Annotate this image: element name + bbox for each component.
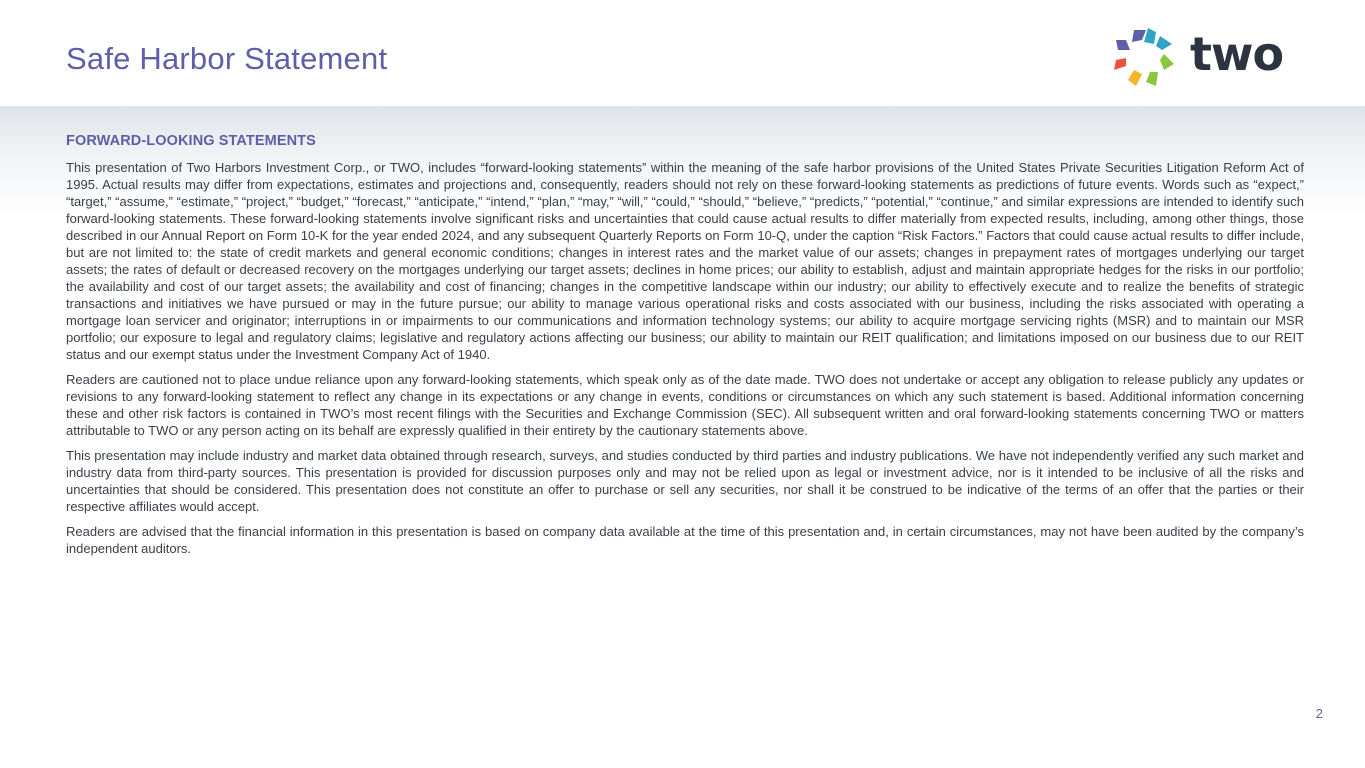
page-number: 2 (1315, 706, 1323, 721)
paragraph-forward-looking: This presentation of Two Harbors Investment Corp., or TWO, includes “forward-looking statements” within the meaning of the safe harbor provisions of the United States Private Securities Litigation Reform Act of 1995. Actual results may differ from expectations, estimates and projections and, consequently, readers should not rely on these forward-looking statements as predictions of future events. Words such as “expect,” “target,” “assume,” “estimate,” “project,” “budget,” “forecast,” “anticipate,” “intend,” “plan,” “may,” “will,” “could,” “should,” “believe,” “predicts,” “potential,” “continue,” and similar expressions are intended to identify such forward-looking statements. These forward-looking statements involve significant risks and uncertainties that could cause actual results to differ materially from expected results, including, among other things, those described in our Annual Report on Form 10-K for the year ended 2024, and any subsequent Quarterly Reports on Form 10-Q, under the caption “Risk Factors.” Factors that could cause actual results to differ include, but are not limited to: the state of credit markets and general economic conditions; changes in interest rates and the market value of our assets; changes in prepayment rates of mortgages underlying our target assets; the rates of default or decreased recovery on the mortgages underlying our target assets; declines in home prices; our ability to establish, adjust and maintain appropriate hedges for the risks in our portfolio; the availability and cost of our target assets; the availability and cost of financing; changes in the competitive landscape within our industry; our ability to effectively execute and to realize the benefits of strategic transactions and initiatives we have pursued or may in the future pursue; our ability to manage various operational risks and costs associated with our business, including the risks associated with operating a mortgage loan servicer and originator; interruptions in or impairments to our communications and information technology systems; our ability to acquire mortgage servicing rights (MSR) and to maintain our MSR portfolio; our exposure to legal and regulatory claims; legislative and regulatory actions affecting our business; our ability to maintain our REIT qualification; and limitations imposed on our business due to our REIT status and our exempt status under the Investment Company Act of 1940. (66, 160, 1304, 362)
company-logo (1112, 26, 1294, 90)
two-harbors-star-icon (1112, 26, 1178, 90)
paragraph-audit-notice: Readers are advised that the financial information in this presentation is based on company data available at the time of this presentation and, in certain circumstances, may not have been audited by the company’s independent auditors. (66, 524, 1304, 556)
logo-wordmark: two (1190, 27, 1284, 81)
page-title: Safe Harbor Statement (66, 41, 388, 76)
paragraph-undue-reliance: Readers are cautioned not to place undue reliance upon any forward-looking statements, which speak only as of the date made. TWO does not undertake or accept any obligation to release publicly any updates or revisions to any forward-looking statement to reflect any change in its expectations or any change in events, conditions or circumstances on which any such statement is based. Additional information concerning these and other risk factors is contained in TWO’s most recent filings with the Securities and Exchange Commission (SEC). All subsequent written and oral forward-looking statements concerning TWO or matters attributable to TWO or any person acting on its behalf are expressly qualified in their entirety by the cautionary statements above. (66, 372, 1304, 438)
forward-looking-statements-section (66, 133, 1304, 565)
paragraph-industry-data: This presentation may include industry and market data obtained through research, surveys, and studies conducted by third parties and industry publications. We have not independently verified any such market and industry data from third-party sources. This presentation is provided for discussion purposes only and may not be relied upon as legal or investment advice, nor is it intended to be inclusive of all the risks and uncertainties that should be considered. This presentation does not constitute an offer to purchase or sell any securities, nor shall it be construed to be indicative of the terms of an offer that the parties or their respective affiliates would accept. (66, 448, 1304, 514)
section-heading: FORWARD-LOOKING STATEMENTS (66, 133, 316, 149)
slide-header (0, 0, 1365, 106)
